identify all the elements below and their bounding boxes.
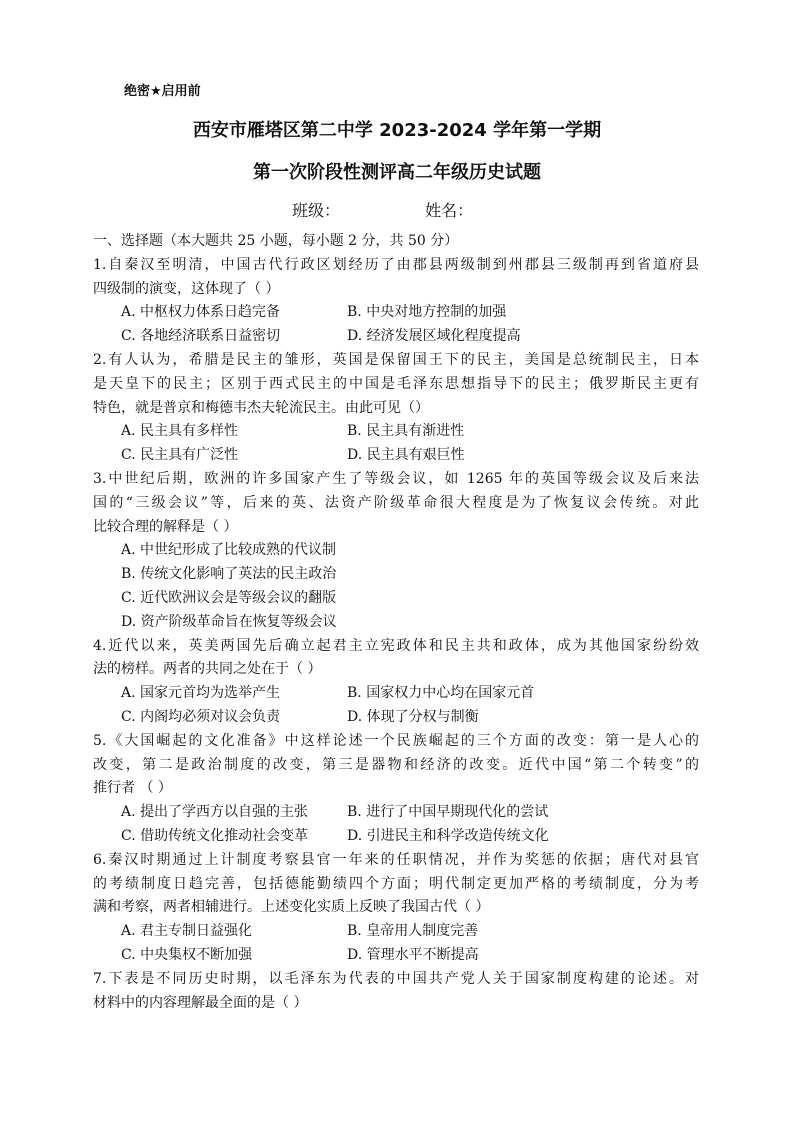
question-stem-line: 四级制的演变，这体现了（ ）	[93, 280, 280, 297]
question-6	[93, 849, 699, 968]
answer-option: A. 民主具有多样性	[121, 423, 239, 440]
option-row	[93, 420, 699, 444]
answer-option: C. 内阁均必须对议会负责	[121, 708, 281, 725]
question-2	[93, 349, 699, 468]
name-label: 姓名：	[425, 201, 474, 220]
question-stem-line: 特色，就是普京和梅德韦杰夫轮流民主。由此可见（）	[93, 399, 429, 416]
answer-option: B. 国家权力中心均在国家元首	[347, 685, 535, 702]
option-row	[93, 301, 699, 325]
answer-option: C. 民主具有广泛性	[121, 447, 239, 464]
question-body	[93, 230, 699, 1015]
class-label: 班级：	[292, 201, 341, 220]
answer-option: C. 借助传统文化推动社会变革	[121, 827, 309, 844]
exam-title-line2: 第一次阶段性测评高二年级历史试题	[253, 162, 541, 183]
question-stem-line: 7.下表是不同历史时期，以毛泽东为代表的中国共产党人关于国家制度构建的论述。对	[93, 970, 699, 987]
answer-option: D. 体现了分权与制衡	[347, 708, 479, 725]
answer-option: A. 国家元首均为选举产生	[121, 685, 281, 702]
option-row	[93, 706, 699, 730]
question-stem-line: 材料中的内容理解最全面的是（ ）	[93, 994, 308, 1011]
question-stem-line: 比较合理的解释是（ ）	[93, 518, 238, 535]
confidential-mark: 绝密★启用前	[124, 84, 201, 99]
question-stem-line: 5.《大国崛起的文化准备》中这样论述一个民族崛起的三个方面的改变：第一是人心的	[93, 732, 699, 749]
question-stem-line: 改变，第二是政治制度的改变，第三是器物和经济的改变。近代中国“第二个转变”的	[93, 756, 699, 773]
answer-option: D. 管理水平不断提高	[347, 946, 479, 963]
exam-title-line1: 西安市雁塔区第二中学 2023-2024 学年第一学期	[192, 120, 602, 141]
option-row	[93, 825, 699, 849]
option-row	[93, 563, 699, 587]
option-row	[93, 920, 699, 944]
question-stem-line: 国的“三级会议”等，后来的英、法资产阶级革命很大程度是为了恢复议会传统。对此	[93, 494, 699, 511]
answer-option: C. 近代欧洲议会是等级会议的翻版	[121, 589, 337, 606]
answer-option: B. 民主具有渐进性	[347, 423, 465, 440]
option-row	[93, 611, 699, 635]
answer-option: B. 传统文化影响了英法的民主政治	[121, 566, 337, 583]
option-row	[93, 539, 699, 563]
question-stem-line: 4.近代以来，英美两国先后确立起君主立宪政体和民主共和政体，成为其他国家纷纷效	[93, 637, 699, 654]
option-row	[93, 682, 699, 706]
answer-option: B. 中央对地方控制的加强	[347, 304, 507, 321]
question-stem-line: 是天皇下的民主；区别于西式民主的中国是毛泽东思想指导下的民主；俄罗斯民主更有	[93, 375, 699, 392]
answer-option: B. 皇帝用人制度完善	[347, 923, 479, 940]
answer-option: C. 中央集权不断加强	[121, 946, 253, 963]
student-info-row	[292, 198, 473, 221]
option-row	[93, 944, 699, 968]
answer-option: D. 引进民主和科学改造传统文化	[347, 827, 549, 844]
answer-option: C. 各地经济联系日益密切	[121, 328, 281, 345]
option-row	[93, 444, 699, 468]
question-stem-line: 2.有人认为，希腊是民主的雏形，英国是保留国王下的民主，美国是总统制民主，日本	[93, 351, 699, 368]
question-stem-line: 1.自秦汉至明清，中国古代行政区划经历了由郡县两级制到州郡县三级制再到省道府县	[93, 256, 699, 273]
answer-option: A. 中枢权力体系日趋完备	[121, 304, 281, 321]
question-stem-line: 法的榜样。两者的共同之处在于（ ）	[93, 661, 322, 678]
answer-option: A. 中世纪形成了比较成熟的代议制	[121, 542, 337, 559]
option-row	[93, 587, 699, 611]
answer-option: A. 提出了学西方以自强的主张	[121, 804, 309, 821]
option-row	[93, 325, 699, 349]
option-row	[93, 801, 699, 825]
answer-option: D. 民主具有艰巨性	[347, 447, 465, 464]
answer-option: D. 资产阶级革命旨在恢复等级会议	[121, 613, 337, 630]
answer-option: A. 君主专制日益强化	[121, 923, 253, 940]
question-stem-line: 满和考察，两者相辅进行。上述变化实质上反映了我国古代（ ）	[93, 899, 490, 916]
answer-option: D. 经济发展区域化程度提高	[347, 328, 521, 345]
answer-option: B. 进行了中国早期现代化的尝试	[347, 804, 549, 821]
question-stem-line: 6.秦汉时期通过上计制度考察县官一年来的任职情况，并作为奖惩的依据；唐代对县官	[93, 851, 699, 868]
question-7	[93, 968, 699, 1016]
question-1	[93, 254, 699, 349]
question-3	[93, 468, 699, 635]
question-stem-line: 3.中世纪后期，欧洲的许多国家产生了等级会议，如 1265 年的英国等级会议及后来法	[93, 470, 699, 487]
question-4	[93, 635, 699, 730]
section-heading: 一、选择题（本大题共 25 小题，每小题 2 分，共 50 分）	[93, 233, 459, 249]
question-5	[93, 730, 699, 849]
question-stem-line: 推行者 （ ）	[93, 780, 172, 797]
question-stem-line: 的考绩制度日趋完善，包括德能勤绩四个方面；明代制定更加严格的考绩制度，分为考	[93, 875, 699, 892]
